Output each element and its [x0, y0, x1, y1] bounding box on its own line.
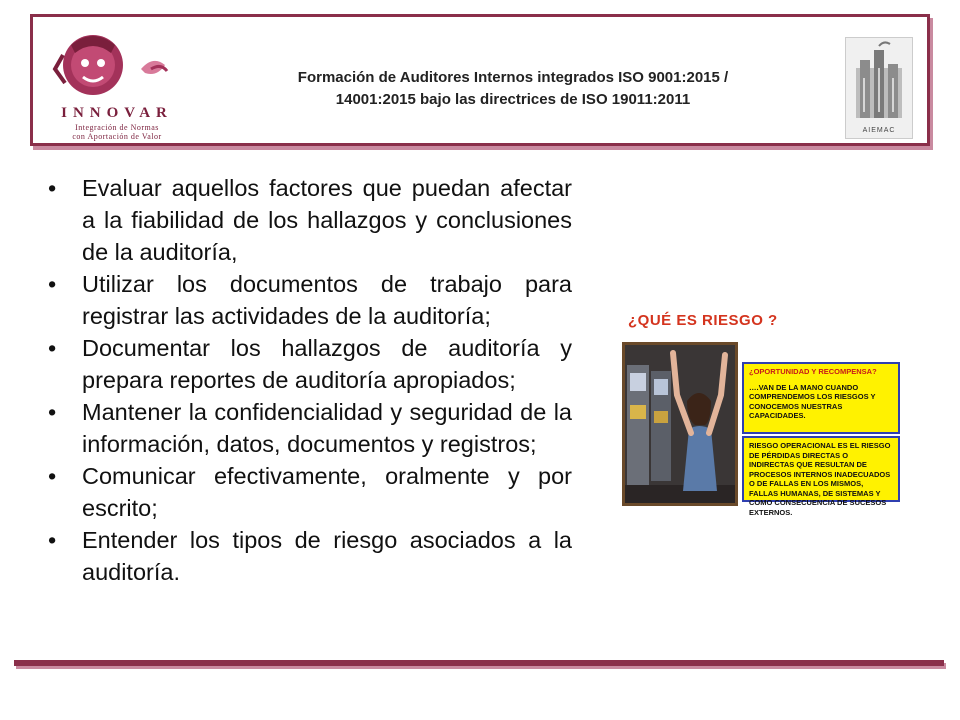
innovar-logo-tagline-1: Integración de Normas — [75, 123, 159, 132]
page-title-line-2: 14001:2015 bajo las directrices de ISO 19011:2011 — [335, 91, 691, 108]
bullet-item: • Documentar los hallazgos de auditoría y prepara reportes de auditoría apropiados; — [48, 332, 572, 396]
bullet-item: • Comunicar efectivamente, oralmente y por escrito; — [48, 460, 572, 524]
innovar-logo-tagline-2: con Aportación de Valor — [72, 132, 162, 141]
innovar-logo — [41, 25, 189, 141]
aiemac-emblem-icon — [846, 38, 912, 124]
opportunity-box-text: ….VAN DE LA MANO CUANDO COMPRENDEMOS LOS RIESGOS Y CONOCEMOS NUESTRAS CAPACIDADES. — [749, 382, 876, 420]
risk-infographic — [620, 310, 920, 517]
bullet-item: • Entender los tipos de riesgo asociados a la auditoría. — [48, 524, 572, 588]
page-title — [193, 67, 833, 111]
bullet-item: • Mantener la confidencialidad y seguridad de la información, datos, documentos y registros; — [48, 396, 572, 460]
footer-divider — [14, 660, 944, 666]
operational-risk-box — [742, 436, 900, 517]
aiemac-logo — [845, 37, 913, 139]
bullet-item: • Evaluar aquellos factores que puedan afectar a la fiabilidad de los hallazgos y conclusiones de la auditoría, — [48, 172, 572, 268]
bullet-item: • Utilizar los documentos de trabajo para registrar las actividades de la auditoría; — [48, 268, 572, 332]
aiemac-logo-name: AIEMAC — [862, 127, 896, 134]
innovar-logo-name: INNOVAR — [61, 105, 173, 121]
opportunity-box-title: ¿OPORTUNIDAD Y RECOMPENSA? — [749, 367, 877, 376]
innovar-emblem-icon — [41, 25, 189, 105]
opportunity-box — [742, 362, 900, 434]
risk-title: ¿QUÉ ES RIESGO ? — [628, 312, 778, 329]
casino-photo — [622, 342, 738, 506]
operational-risk-box-text: RIESGO OPERACIONAL ES EL RIESGO DE PÉRDIDAS DIRECTAS O INDIRECTAS QUE RESULTAN DE PROCESOS INTERNOS INADECUADOS O DE FALLAS EN LOS MISMOS, FALLAS HUMANAS, DE SISTEMAS Y COMO CONSECUENCIA DE SUCESOS EXTERNOS. — [749, 441, 891, 517]
page-title-line-1: Formación de Auditores Internos integrados ISO 9001:2015 / — [297, 69, 729, 86]
woman-at-slot-machines-image — [625, 345, 735, 503]
header-banner — [30, 14, 930, 146]
bullet-list — [48, 172, 572, 588]
